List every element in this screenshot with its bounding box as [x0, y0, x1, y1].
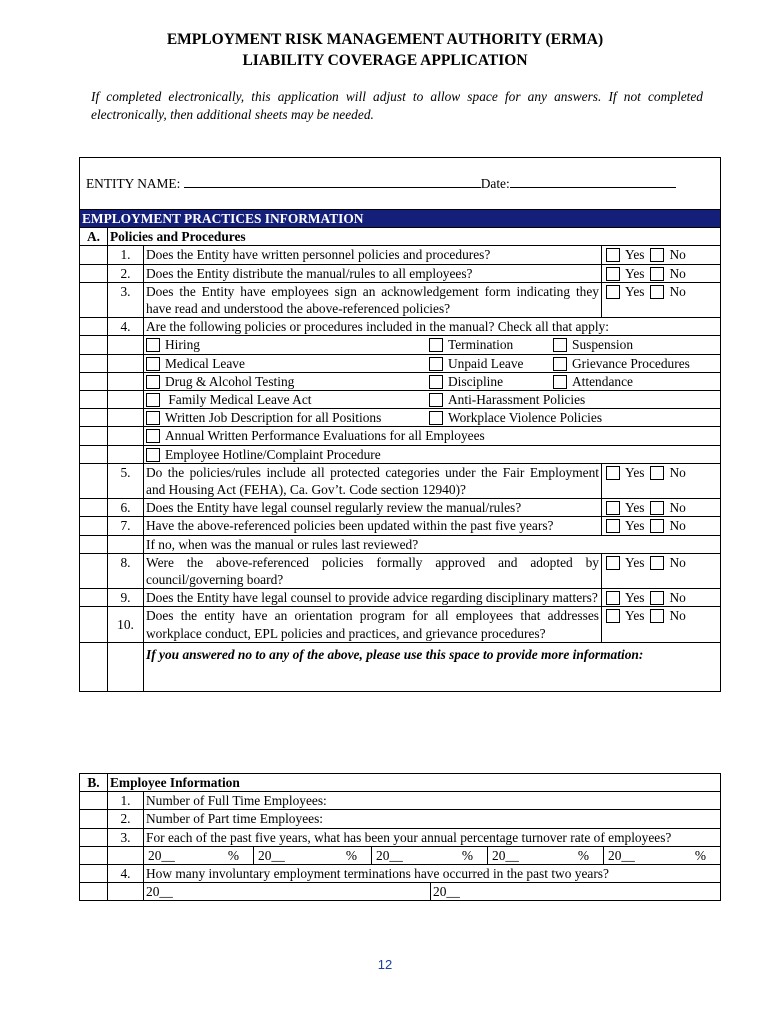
- policy-row: [144, 391, 721, 409]
- policy-row: [144, 354, 721, 372]
- policy-row: [144, 445, 721, 463]
- question-text: Number of Full Time Employees:: [144, 792, 721, 810]
- additional-info-prompt: If you answered no to any of the above, please use this space to provide more information:: [146, 646, 644, 662]
- year-label: 20__: [258, 847, 285, 863]
- turnover-year-3[interactable]: [372, 846, 488, 864]
- entity-name-field[interactable]: [184, 174, 481, 188]
- yes-no-choice: [602, 463, 721, 498]
- policy-row: [144, 427, 721, 445]
- section-b-letter: B.: [80, 774, 108, 792]
- policy-label: Hiring: [165, 337, 200, 353]
- policy-label: Grievance Procedures: [572, 355, 690, 371]
- yes-label: Yes: [625, 590, 645, 606]
- yes-no-choice: [602, 282, 721, 317]
- medical-leave-checkbox[interactable]: [146, 357, 160, 371]
- job-description-checkbox[interactable]: [146, 411, 160, 425]
- yes-label: Yes: [625, 247, 645, 263]
- section-a-letter: A.: [80, 228, 108, 246]
- discipline-checkbox[interactable]: [429, 375, 443, 389]
- section-banner: EMPLOYMENT PRACTICES INFORMATION: [80, 210, 721, 228]
- turnover-year-1[interactable]: [144, 846, 254, 864]
- yes-label: Yes: [625, 518, 645, 534]
- question-number: 7.: [108, 517, 144, 535]
- yes-checkbox[interactable]: [606, 466, 620, 480]
- question-number: 2.: [108, 810, 144, 828]
- yes-checkbox[interactable]: [606, 556, 620, 570]
- policy-label: Written Job Description for all Positions: [165, 410, 382, 426]
- question-text: Does the Entity have legal counsel regularly review the manual/rules?: [144, 499, 602, 517]
- question-number: 10.: [108, 607, 144, 642]
- policy-label: Unpaid Leave: [448, 355, 524, 371]
- yes-no-choice: [602, 246, 721, 264]
- unpaid-leave-checkbox[interactable]: [429, 357, 443, 371]
- drug-alcohol-checkbox[interactable]: [146, 375, 160, 389]
- no-checkbox[interactable]: [650, 466, 664, 480]
- yes-checkbox[interactable]: [606, 519, 620, 533]
- yes-label: Yes: [625, 500, 645, 516]
- question-text: Have the above-referenced policies been updated within the past five years?: [144, 517, 602, 535]
- policy-label: Discipline: [448, 373, 504, 389]
- policy-label: Medical Leave: [165, 355, 245, 371]
- question-text: Number of Part time Employees:: [144, 810, 721, 828]
- page-number: 12: [377, 957, 393, 972]
- year-label: 20__: [146, 884, 173, 900]
- yes-checkbox[interactable]: [606, 267, 620, 281]
- yes-no-choice: [602, 589, 721, 607]
- question-number: 5.: [108, 463, 144, 498]
- yes-checkbox[interactable]: [606, 248, 620, 262]
- question-text: Were the above-referenced policies formally approved and adopted by council/governing board?: [144, 553, 602, 588]
- entity-name-label: ENTITY NAME:: [86, 176, 181, 192]
- no-checkbox[interactable]: [650, 556, 664, 570]
- no-label: No: [669, 247, 686, 263]
- section-b-title: Employee Information: [108, 774, 721, 792]
- no-label: No: [669, 518, 686, 534]
- anti-harassment-checkbox[interactable]: [429, 393, 443, 407]
- no-label: No: [669, 608, 686, 624]
- hiring-checkbox[interactable]: [146, 338, 160, 352]
- question-text: Does the Entity distribute the manual/rules to all employees?: [144, 264, 602, 282]
- suspension-checkbox[interactable]: [553, 338, 567, 352]
- form-subtitle: LIABILITY COVERAGE APPLICATION: [242, 52, 528, 69]
- question-number: 2.: [108, 264, 144, 282]
- question-text: Does the Entity have legal counsel to provide advice regarding disciplinary matters?: [144, 589, 602, 607]
- intro-instructions: If completed electronically, this application will adjust to allow space for any answers. If not completed electronically, then additional sheets may be needed.: [91, 89, 703, 122]
- question-number: 4.: [108, 318, 144, 336]
- performance-eval-checkbox[interactable]: [146, 429, 160, 443]
- termination-checkbox[interactable]: [429, 338, 443, 352]
- form-title: EMPLOYMENT RISK MANAGEMENT AUTHORITY (ERMA): [166, 31, 604, 48]
- yes-label: Yes: [625, 265, 645, 281]
- policy-label: Workplace Violence Policies: [448, 410, 603, 426]
- percent-symbol: %: [227, 847, 239, 863]
- hotline-checkbox[interactable]: [146, 448, 160, 462]
- policy-row: [144, 409, 721, 427]
- yes-label: Yes: [625, 554, 645, 570]
- no-label: No: [669, 464, 686, 480]
- question-number: 9.: [108, 589, 144, 607]
- year-label: 20__: [376, 847, 403, 863]
- policy-label: Family Medical Leave Act: [165, 392, 312, 408]
- followup-question-text: If no, when was the manual or rules last reviewed?: [144, 535, 721, 553]
- policy-label: Anti-Harassment Policies: [448, 392, 586, 408]
- yes-checkbox[interactable]: [606, 591, 620, 605]
- section-a-title: Policies and Procedures: [108, 228, 721, 246]
- year-label: 20__: [608, 847, 635, 863]
- no-checkbox[interactable]: [650, 609, 664, 623]
- fmla-checkbox[interactable]: [146, 393, 160, 407]
- yes-no-choice: [602, 553, 721, 588]
- no-label: No: [669, 283, 686, 299]
- percent-symbol: %: [694, 847, 707, 863]
- question-number: 4.: [108, 865, 144, 883]
- no-label: No: [669, 500, 686, 516]
- question-number: 8.: [108, 553, 144, 588]
- yes-no-choice: [602, 607, 721, 642]
- date-field[interactable]: [510, 174, 676, 188]
- employee-information-table: [79, 773, 721, 901]
- policy-row: [144, 372, 721, 390]
- question-text: How many involuntary employment terminations have occurred in the past two years?: [144, 865, 721, 883]
- policy-row: [144, 336, 721, 354]
- question-text: Do the policies/rules include all protected categories under the Fair Employment and Housing Act (FEHA), Ca. Gov’t. Code section 12940)?: [144, 463, 602, 498]
- question-number: 1.: [108, 246, 144, 264]
- yes-no-choice: [602, 499, 721, 517]
- entity-row: [80, 158, 721, 210]
- policy-label: Drug & Alcohol Testing: [165, 373, 295, 389]
- turnover-year-4[interactable]: [488, 846, 604, 864]
- policy-label: Attendance: [572, 373, 633, 389]
- turnover-year-2[interactable]: [254, 846, 372, 864]
- question-text: Does the Entity have written personnel policies and procedures?: [144, 246, 602, 264]
- no-label: No: [669, 265, 686, 281]
- employment-practices-table: [79, 157, 721, 692]
- no-checkbox[interactable]: [650, 248, 664, 262]
- yes-no-choice: [602, 517, 721, 535]
- year-label: 20__: [148, 847, 175, 863]
- turnover-year-5[interactable]: [604, 846, 721, 864]
- attendance-checkbox[interactable]: [553, 375, 567, 389]
- percent-symbol: %: [461, 847, 473, 863]
- year-label: 20__: [492, 847, 519, 863]
- terminations-year-1[interactable]: [144, 883, 431, 901]
- yes-checkbox[interactable]: [606, 285, 620, 299]
- policy-label: Employee Hotline/Complaint Procedure: [165, 446, 381, 462]
- no-checkbox[interactable]: [650, 519, 664, 533]
- year-label: 20__: [433, 884, 460, 900]
- date-label: Date:: [480, 176, 510, 192]
- additional-info-area[interactable]: [144, 642, 721, 691]
- yes-label: Yes: [625, 464, 645, 480]
- policy-label: Annual Written Performance Evaluations for all Employees: [165, 428, 485, 444]
- question-number: 1.: [108, 792, 144, 810]
- yes-no-choice: [602, 264, 721, 282]
- question-text: Does the entity have an orientation program for all employees that addresses workplace conduct, EPL policies and practices, and grievance procedures?: [144, 607, 602, 642]
- question-number: 3.: [108, 828, 144, 846]
- question-text: Are the following policies or procedures included in the manual? Check all that apply:: [144, 318, 721, 336]
- question-number: 6.: [108, 499, 144, 517]
- yes-label: Yes: [625, 608, 645, 624]
- terminations-year-2[interactable]: [431, 883, 721, 901]
- percent-symbol: %: [577, 847, 589, 863]
- yes-label: Yes: [625, 283, 645, 299]
- no-checkbox[interactable]: [650, 501, 664, 515]
- percent-symbol: %: [345, 847, 357, 863]
- question-text: For each of the past five years, what has been your annual percentage turnover rate of employees?: [144, 828, 721, 846]
- question-text: Does the Entity have employees sign an acknowledgement form indicating they have read and understood the above-referenced policies?: [144, 282, 602, 317]
- no-label: No: [669, 590, 686, 606]
- policy-label: Suspension: [572, 337, 634, 353]
- no-label: No: [669, 554, 686, 570]
- workplace-violence-checkbox[interactable]: [429, 411, 443, 425]
- no-checkbox[interactable]: [650, 285, 664, 299]
- yes-checkbox[interactable]: [606, 501, 620, 515]
- question-number: 3.: [108, 282, 144, 317]
- yes-checkbox[interactable]: [606, 609, 620, 623]
- grievance-checkbox[interactable]: [553, 357, 567, 371]
- policy-label: Termination: [448, 337, 514, 353]
- no-checkbox[interactable]: [650, 267, 664, 281]
- no-checkbox[interactable]: [650, 591, 664, 605]
